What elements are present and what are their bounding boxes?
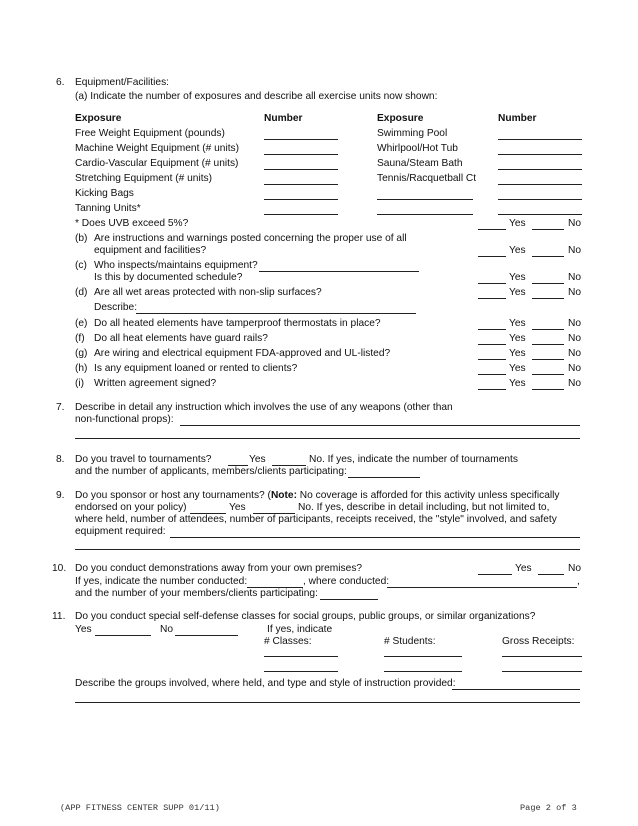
q6i-yes-label: Yes	[509, 378, 526, 389]
footer-form-code: (APP FITNESS CENTER SUPP 01/11)	[60, 803, 220, 813]
q6h-no-field[interactable]	[532, 374, 564, 375]
q11-yes-field[interactable]	[95, 635, 151, 636]
exposure-stretching: Stretching Equipment (# units)	[75, 173, 213, 184]
exposure-cardio: Cardio-Vascular Equipment (# units)	[75, 158, 239, 169]
exposure-whirlpool: Whirlpool/Hot Tub	[377, 143, 458, 154]
header-exposure-right: Exposure	[377, 113, 424, 124]
q6c-yes-field[interactable]	[478, 283, 506, 284]
q11-ifyes: If yes, indicate	[267, 624, 333, 635]
q9-text-part2: No coverage is afforded for this activity unless specifically	[296, 490, 560, 501]
q6h-yes-label: Yes	[509, 363, 526, 374]
header-exposure-left: Exposure	[75, 113, 122, 124]
number-field-other-1[interactable]	[498, 199, 582, 200]
q11-classes-field-1[interactable]	[264, 656, 338, 657]
q10-line1: Do you conduct demonstrations away from your own premises?	[75, 563, 363, 574]
exposure-other-field-1[interactable]	[377, 199, 473, 200]
q6c-yes-label: Yes	[509, 272, 526, 283]
q11-no-label: No	[160, 624, 174, 635]
q11-students-field-1[interactable]	[384, 656, 462, 657]
q6c-letter: (c)	[75, 260, 87, 271]
q7-answer-field-2[interactable]	[75, 438, 580, 439]
q9-line1	[75, 490, 560, 502]
q9-answer-field-1[interactable]	[170, 537, 580, 538]
inspector-field[interactable]	[259, 271, 419, 272]
q9-line2c: No. If yes, describe in detail including, but not limited to,	[298, 502, 550, 513]
q6b-no-field[interactable]	[532, 256, 564, 257]
q7-line1: Describe in detail any instruction which involves the use of any weapons (other than	[75, 402, 453, 413]
number-field-whirlpool[interactable]	[498, 154, 582, 155]
number-field-cardio[interactable]	[264, 169, 338, 170]
q7-line2: non-functional props):	[75, 414, 174, 425]
number-field-tanning[interactable]	[264, 214, 338, 215]
q10-yes-label: Yes	[515, 563, 532, 574]
q6f-yes-label: Yes	[509, 333, 526, 344]
number-field-machine-weight[interactable]	[264, 154, 338, 155]
q9-text-part1: Do you sponsor or host any tournaments? (	[75, 490, 271, 501]
q11-classes-label: # Classes:	[264, 636, 312, 647]
q10-line3: and the number of your members/clients participating:	[75, 588, 318, 599]
q6c-no-field[interactable]	[532, 283, 564, 284]
uvb-yes-label: Yes	[509, 218, 526, 229]
header-number-left: Number	[264, 113, 303, 124]
q11-describe-label: Describe the groups involved, where held, and type and style of instruction provided:	[75, 678, 456, 689]
q8-participants-field[interactable]	[348, 477, 420, 478]
q9-yes-label: Yes	[229, 502, 246, 513]
q11-receipts-field-1[interactable]	[502, 656, 582, 657]
q6d-no-label: No	[568, 287, 582, 298]
q6c-line2: Is this by documented schedule?	[94, 272, 243, 283]
q11-line1: Do you conduct special self-defense classes for social groups, public groups, or similar organizations?	[75, 611, 536, 622]
q6d-line1: Are all wet areas protected with non-slip surfaces?	[94, 287, 322, 298]
q11-students-label: # Students:	[384, 636, 436, 647]
q11-no-field[interactable]	[175, 635, 238, 636]
q6i-letter: (i)	[75, 378, 85, 389]
q9-answer-field-2[interactable]	[75, 549, 580, 550]
q10-line2c: ,	[577, 576, 580, 587]
q6f-no-field[interactable]	[532, 344, 564, 345]
q6g-text: Are wiring and electrical equipment FDA-approved and UL-listed?	[94, 348, 391, 359]
q9-note-label: Note:	[270, 490, 297, 501]
number-field-free-weight[interactable]	[264, 139, 338, 140]
uvb-no-field[interactable]	[532, 229, 564, 230]
q6e-text: Do all heated elements have tamperproof thermostats in place?	[94, 318, 381, 329]
q6-subtitle: (a) Indicate the number of exposures and describe all exercise units now shown:	[75, 91, 438, 102]
q6f-text: Do all heat elements have guard rails?	[94, 333, 268, 344]
q11-describe-field-2[interactable]	[75, 702, 580, 703]
q6e-yes-label: Yes	[509, 318, 526, 329]
q7-answer-field-1[interactable]	[180, 425, 580, 426]
exposure-tanning: Tanning Units*	[75, 203, 141, 214]
exposure-sauna: Sauna/Steam Bath	[377, 158, 463, 169]
q6b-yes-field[interactable]	[478, 256, 506, 257]
number-field-stretching[interactable]	[264, 184, 338, 185]
q6h-letter: (h)	[75, 363, 88, 374]
q11-receipts-label: Gross Receipts:	[502, 636, 575, 647]
q6-number: 6.	[56, 77, 65, 88]
q6g-letter: (g)	[75, 348, 88, 359]
q6i-no-field[interactable]	[532, 389, 564, 390]
q10-participants-field[interactable]	[320, 599, 378, 600]
q11-yes-label: Yes	[75, 624, 92, 635]
q6g-yes-label: Yes	[509, 348, 526, 359]
q11-describe-field-1[interactable]	[452, 689, 580, 690]
q6c-line1: Who inspects/maintains equipment?	[94, 260, 258, 271]
q8-text-part3: No. If yes, indicate the number of tournaments	[309, 454, 518, 465]
q6d-yes-field[interactable]	[478, 298, 506, 299]
q6b-no-label: No	[568, 245, 582, 256]
header-number-right: Number	[498, 113, 537, 124]
number-field-tennis[interactable]	[498, 184, 582, 185]
q6e-no-field[interactable]	[532, 329, 564, 330]
q6i-text: Written agreement signed?	[94, 378, 217, 389]
q10-no-label: No	[568, 563, 582, 574]
exposure-other-field-2[interactable]	[377, 214, 473, 215]
q6d-letter: (d)	[75, 287, 88, 298]
q6d-yes-label: Yes	[509, 287, 526, 298]
q6b-letter: (b)	[75, 233, 88, 244]
q6i-yes-field[interactable]	[478, 389, 506, 390]
q6b-yes-label: Yes	[509, 245, 526, 256]
q6d-describe-field[interactable]	[136, 313, 416, 314]
exposure-machine-weight: Machine Weight Equipment (# units)	[75, 143, 240, 154]
q8-number: 8.	[56, 454, 65, 465]
q6g-yes-field[interactable]	[478, 359, 506, 360]
q9-line4: equipment required:	[75, 526, 166, 537]
q6f-no-label: No	[568, 333, 582, 344]
q9-line3: where held, number of attendees, number of participants, receipts received, the "style" involved, and safety	[75, 514, 557, 525]
q10-yes-field[interactable]	[478, 574, 512, 575]
q6h-text: Is any equipment loaned or rented to clients?	[94, 363, 298, 374]
q10-line2a: If yes, indicate the number conducted:	[75, 576, 248, 587]
q6-title: Equipment/Facilities:	[75, 77, 169, 88]
q6d-no-field[interactable]	[532, 298, 564, 299]
q6d-describe-label: Describe:	[94, 302, 138, 313]
number-field-other-2[interactable]	[498, 214, 582, 215]
exposure-swimming-pool: Swimming Pool	[377, 128, 448, 139]
uvb-no-label: No	[568, 218, 582, 229]
number-field-sauna[interactable]	[498, 169, 582, 170]
exposure-tennis: Tennis/Racquetball Ct	[377, 173, 477, 184]
q6c-no-label: No	[568, 272, 582, 283]
q10-where-field[interactable]	[387, 587, 577, 588]
q6h-yes-field[interactable]	[478, 374, 506, 375]
q6i-no-label: No	[568, 378, 582, 389]
q11-classes-field-2[interactable]	[264, 671, 338, 672]
exposure-free-weight: Free Weight Equipment (pounds)	[75, 128, 225, 139]
q8-line2: and the number of applicants, members/clients participating:	[75, 466, 347, 477]
q10-number: 10.	[52, 563, 67, 574]
q9-number: 9.	[56, 490, 65, 501]
q8-yes-label: Yes	[249, 454, 266, 465]
q8-text-part1: Do you travel to tournaments?	[75, 454, 212, 465]
q11-number: 11.	[52, 611, 66, 622]
q6f-yes-field[interactable]	[478, 344, 506, 345]
q6b-line1: Are instructions and warnings posted concerning the proper use of all	[94, 233, 407, 244]
q11-students-field-2[interactable]	[384, 671, 462, 672]
q6e-letter: (e)	[75, 318, 88, 329]
exposure-kicking-bags: Kicking Bags	[75, 188, 134, 199]
uvb-question: * Does UVB exceed 5%?	[75, 218, 189, 229]
q6g-no-field[interactable]	[532, 359, 564, 360]
q10-no-field[interactable]	[538, 574, 564, 575]
q6e-no-label: No	[568, 318, 582, 329]
q6b-line2: equipment and facilities?	[94, 245, 207, 256]
q6e-yes-field[interactable]	[478, 329, 506, 330]
q10-line2b: , where conducted:	[303, 576, 390, 587]
q11-receipts-field-2[interactable]	[502, 671, 582, 672]
q7-number: 7.	[56, 402, 65, 413]
number-field-swimming-pool[interactable]	[498, 139, 582, 140]
number-field-kicking-bags[interactable]	[264, 199, 338, 200]
uvb-yes-field[interactable]	[478, 229, 506, 230]
q9-line2a: endorsed on your policy)	[75, 502, 187, 513]
q6f-letter: (f)	[75, 333, 85, 344]
q6h-no-label: No	[568, 363, 582, 374]
footer-page-number: Page 2 of 3	[520, 803, 577, 813]
q6g-no-label: No	[568, 348, 582, 359]
